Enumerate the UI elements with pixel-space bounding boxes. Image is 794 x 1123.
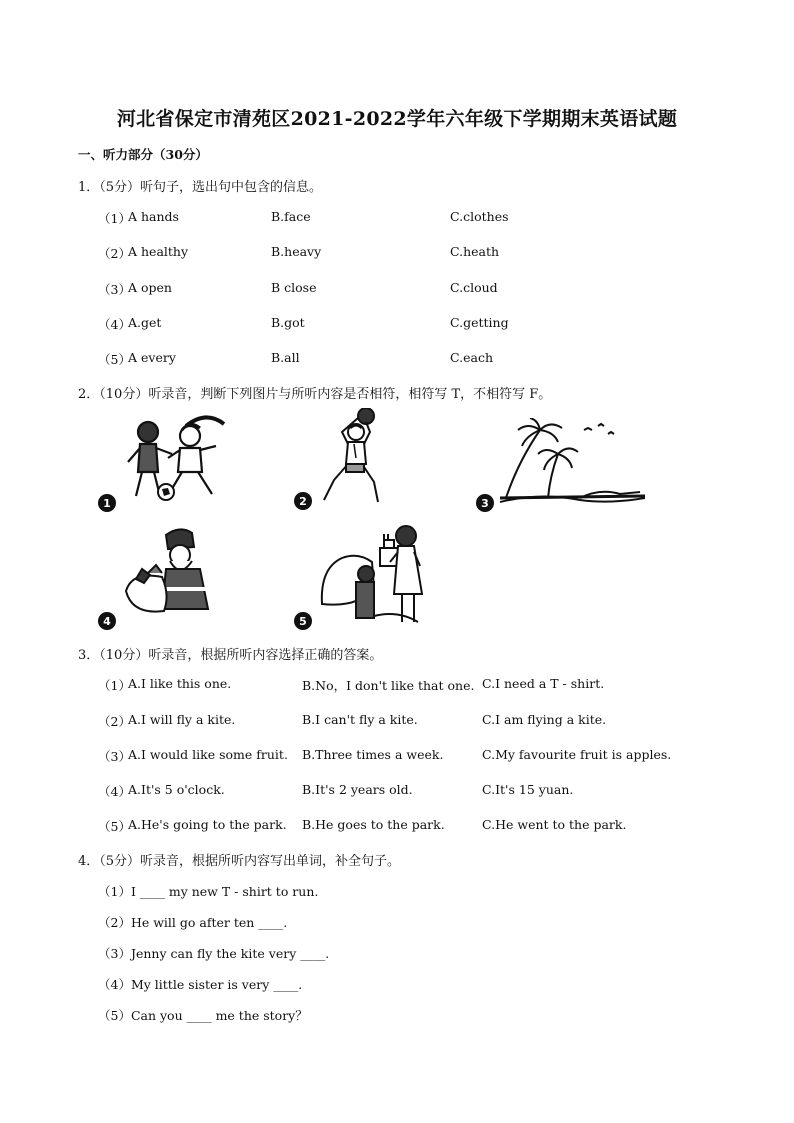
option-a: A open xyxy=(128,280,172,295)
question-1-prompt: 1．（5分）听句子，选出句中包含的信息。 xyxy=(78,180,323,195)
option-row xyxy=(98,209,738,227)
section-heading-listening: 一、听力部分（30分） xyxy=(78,147,208,162)
option-b: B.all xyxy=(271,350,300,365)
item-number: （2） xyxy=(98,246,131,261)
picture-5-badge: 5 xyxy=(294,612,312,630)
page-title: 河北省保定市清苑区2021-2022学年六年级下学期期末英语试题 xyxy=(116,108,678,130)
option-c: C.My favourite fruit is apples. xyxy=(482,747,672,762)
option-c: C.I need a T - shirt. xyxy=(482,676,605,691)
option-b: B close xyxy=(271,280,317,295)
boy-throwing-basketball-picture xyxy=(318,408,398,508)
option-row xyxy=(98,315,738,333)
option-row xyxy=(98,244,738,262)
item-number: （1） xyxy=(98,211,131,226)
option-c: C.heath xyxy=(450,244,500,259)
option-c: C.It's 15 yuan. xyxy=(482,782,574,797)
option-a: A.I like this one. xyxy=(128,676,232,691)
fill-blank-sentence: （1）I ____ my new T - shirt to run. xyxy=(98,884,319,899)
option-b: B.He goes to the park. xyxy=(302,817,445,832)
option-c: C.cloud xyxy=(450,280,498,295)
option-c: C.I am flying a kite. xyxy=(482,712,607,727)
option-a: A healthy xyxy=(128,244,189,259)
item-number: （2） xyxy=(98,714,131,729)
option-row xyxy=(98,747,738,765)
question-3-prompt: 3．（10分）听录音，根据所听内容选择正确的答案。 xyxy=(78,648,383,663)
girl-with-birthday-cake-picture xyxy=(318,518,428,628)
option-c: C.each xyxy=(450,350,493,365)
option-b: B.got xyxy=(271,315,305,330)
option-row xyxy=(98,712,738,730)
question-2-prompt: 2．（10分）听录音，判断下列图片与所听内容是否相符，相符写 T，不相符写 F。 xyxy=(78,387,552,402)
item-number: （1） xyxy=(98,678,131,693)
option-a: A.He's going to the park. xyxy=(128,817,287,832)
item-number: （5） xyxy=(98,819,131,834)
boys-playing-football-picture xyxy=(120,410,230,505)
picture-4-badge: 4 xyxy=(98,612,116,630)
option-b: B.It's 2 years old. xyxy=(302,782,413,797)
option-a: A.I would like some fruit. xyxy=(128,747,288,762)
question-4-prompt: 4．（5分）听录音，根据所听内容写出单词，补全句子。 xyxy=(78,854,401,869)
option-row xyxy=(98,280,738,298)
option-b: B.heavy xyxy=(271,244,322,259)
option-a: A.I will fly a kite. xyxy=(128,712,236,727)
fill-blank-sentence: （4）My little sister is very ____. xyxy=(98,977,303,992)
picture-1-badge: 1 xyxy=(98,494,116,512)
item-number: （4） xyxy=(98,784,131,799)
option-row xyxy=(98,817,738,835)
item-number: （3） xyxy=(98,282,131,297)
option-b: B.I can't fly a kite. xyxy=(302,712,418,727)
item-number: （3） xyxy=(98,749,131,764)
fill-blank-sentence: （2）He will go after ten ____. xyxy=(98,915,288,930)
option-c: C.getting xyxy=(450,315,509,330)
option-c: C.He went to the park. xyxy=(482,817,627,832)
option-b: B.No，I don't like that one. xyxy=(302,678,475,693)
option-c: C.clothes xyxy=(450,209,509,224)
fill-blank-sentence: （3）Jenny can fly the kite very ____. xyxy=(98,946,330,961)
item-number: （5） xyxy=(98,352,131,367)
item-number: （4） xyxy=(98,317,131,332)
option-b: B.Three times a week. xyxy=(302,747,444,762)
option-row xyxy=(98,350,738,368)
picture-3-badge: 3 xyxy=(476,494,494,512)
option-a: A hands xyxy=(128,209,179,224)
option-row xyxy=(98,782,738,800)
santa-claus-with-sack-picture xyxy=(122,525,232,615)
option-b: B.face xyxy=(271,209,311,224)
beach-palm-trees-picture xyxy=(500,418,645,508)
option-a: A.get xyxy=(128,315,162,330)
option-a: A.It's 5 o'clock. xyxy=(128,782,225,797)
picture-2-badge: 2 xyxy=(294,492,312,510)
fill-blank-sentence: （5）Can you ____ me the story？ xyxy=(98,1008,308,1023)
option-a: A every xyxy=(128,350,176,365)
option-row xyxy=(98,676,738,694)
